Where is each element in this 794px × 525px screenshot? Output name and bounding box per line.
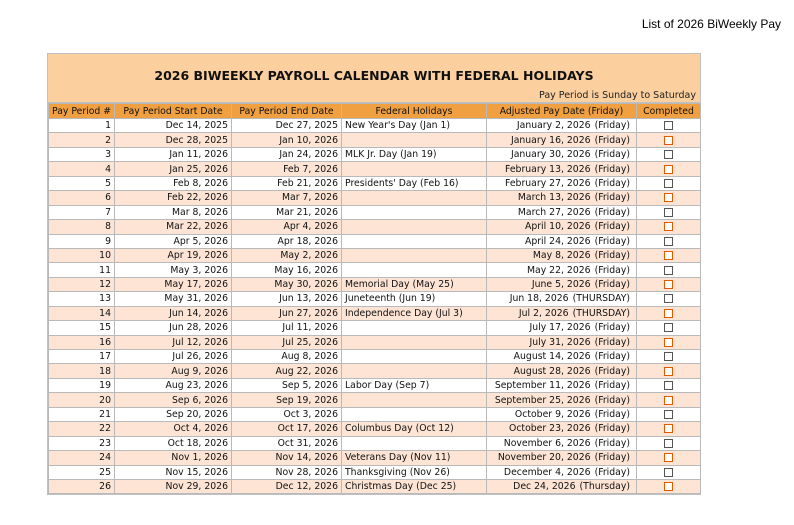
completed-cell [637,162,701,176]
end-date-cell: Sep 5, 2026 [232,378,342,392]
pay-weekday-text: (Friday) [594,264,630,276]
checkbox-icon[interactable] [664,222,673,231]
pay-date-text: May 8, 2026 [532,250,591,262]
table-row [49,234,701,248]
pay-period-cell: 22 [49,422,115,436]
federal-holiday-cell: Memorial Day (May 25) [342,277,487,291]
pay-weekday-text: (Friday) [594,437,630,449]
pay-weekday-text: (THURSDAY) [572,293,630,305]
federal-holiday-cell [342,335,487,349]
pay-period-cell: 15 [49,321,115,335]
checkbox-icon[interactable] [664,150,673,159]
start-date-cell: Jun 28, 2026 [115,321,232,335]
federal-holiday-cell [342,162,487,176]
completed-cell [637,277,701,291]
completed-cell [637,350,701,364]
start-date-cell: Jan 11, 2026 [115,147,232,161]
pay-date-text: September 25, 2026 [494,394,591,406]
pay-weekday-text: (THURSDAY) [572,307,630,319]
pay-period-cell: 25 [49,465,115,479]
pay-period-cell: 6 [49,191,115,205]
pay-period-cell: 13 [49,292,115,306]
federal-holiday-cell [342,191,487,205]
end-date-cell: Oct 3, 2026 [232,407,342,421]
checkbox-icon[interactable] [664,424,673,433]
pay-weekday-text: (Friday) [594,336,630,348]
end-date-cell: Nov 14, 2026 [232,451,342,465]
start-date-cell: Nov 15, 2026 [115,465,232,479]
adjusted-pay-date-cell [487,277,637,291]
pay-period-cell: 1 [49,119,115,133]
completed-cell [637,248,701,262]
federal-holiday-cell [342,263,487,277]
table-row [49,306,701,320]
completed-cell [637,407,701,421]
pay-weekday-text: (Friday) [594,380,630,392]
checkbox-icon[interactable] [664,396,673,405]
pay-date-text: July 17, 2026 [529,322,591,334]
pay-date-text: November 20, 2026 [497,452,591,464]
checkbox-icon[interactable] [664,352,673,361]
adjusted-pay-date-cell [487,119,637,133]
table-row [49,147,701,161]
end-date-cell: May 2, 2026 [232,248,342,262]
completed-cell [637,479,701,493]
table-row [49,465,701,479]
pay-period-cell: 9 [49,234,115,248]
sheet-header [48,54,700,103]
table-row [49,350,701,364]
federal-holiday-cell: Presidents' Day (Feb 16) [342,176,487,190]
start-date-cell: Nov 1, 2026 [115,451,232,465]
pay-weekday-text: (Friday) [594,120,630,132]
federal-holiday-cell [342,350,487,364]
federal-holiday-cell: Independence Day (Jul 3) [342,306,487,320]
end-date-cell: Jul 25, 2026 [232,335,342,349]
checkbox-icon[interactable] [664,482,673,491]
adjusted-pay-date-cell [487,191,637,205]
federal-holiday-cell [342,248,487,262]
pay-weekday-text: (Friday) [594,163,630,175]
pay-date-text: February 27, 2026 [505,177,591,189]
completed-cell [637,176,701,190]
federal-holiday-cell [342,436,487,450]
checkbox-icon[interactable] [664,208,673,217]
end-date-cell: Mar 7, 2026 [232,191,342,205]
adjusted-pay-date-cell [487,335,637,349]
completed-cell [637,292,701,306]
checkbox-icon[interactable] [664,179,673,188]
adjusted-pay-date-cell [487,407,637,421]
federal-holiday-cell [342,393,487,407]
checkbox-icon[interactable] [664,136,673,145]
pay-weekday-text: (Friday) [594,206,630,218]
column-header-start-date: Pay Period Start Date [115,104,232,119]
table-row [49,335,701,349]
federal-holiday-cell [342,407,487,421]
pay-date-text: January 30, 2026 [510,149,591,161]
pay-period-cell: 7 [49,205,115,219]
adjusted-pay-date-cell [487,133,637,147]
end-date-cell: Feb 21, 2026 [232,176,342,190]
pay-weekday-text: (Friday) [594,408,630,420]
pay-date-text: April 24, 2026 [524,235,591,247]
table-row [49,133,701,147]
pay-date-text: September 11, 2026 [494,380,591,392]
pay-period-cell: 20 [49,393,115,407]
end-date-cell: Apr 18, 2026 [232,234,342,248]
pay-period-cell: 11 [49,263,115,277]
federal-holiday-cell [342,205,487,219]
end-date-cell: Jan 10, 2026 [232,133,342,147]
pay-date-text: February 13, 2026 [505,163,591,175]
checkbox-icon[interactable] [664,439,673,448]
pay-period-cell: 5 [49,176,115,190]
table-row [49,191,701,205]
table-row [49,162,701,176]
start-date-cell: Nov 29, 2026 [115,479,232,493]
start-date-cell: Oct 4, 2026 [115,422,232,436]
completed-cell [637,306,701,320]
pay-date-text: March 27, 2026 [517,206,591,218]
start-date-cell: Jul 26, 2026 [115,350,232,364]
pay-period-cell: 10 [49,248,115,262]
federal-holiday-cell: Labor Day (Sep 7) [342,378,487,392]
federal-holiday-cell [342,220,487,234]
adjusted-pay-date-cell [487,220,637,234]
completed-cell [637,133,701,147]
adjusted-pay-date-cell [487,451,637,465]
checkbox-icon[interactable] [664,165,673,174]
end-date-cell: Dec 27, 2025 [232,119,342,133]
table-header-row [49,104,701,119]
checkbox-icon[interactable] [664,294,673,303]
pay-date-text: May 22, 2026 [526,264,591,276]
pay-period-cell: 17 [49,350,115,364]
pay-period-cell: 19 [49,378,115,392]
adjusted-pay-date-cell [487,465,637,479]
federal-holiday-cell: Juneteenth (Jun 19) [342,292,487,306]
adjusted-pay-date-cell [487,436,637,450]
pay-period-cell: 14 [49,306,115,320]
pay-date-text: August 14, 2026 [513,351,591,363]
start-date-cell: Mar 22, 2026 [115,220,232,234]
federal-holiday-cell: Thanksgiving (Nov 26) [342,465,487,479]
adjusted-pay-date-cell [487,292,637,306]
adjusted-pay-date-cell [487,364,637,378]
document-title: List of 2026 BiWeekly Pay [641,17,781,31]
checkbox-icon[interactable] [664,410,673,419]
adjusted-pay-date-cell [487,205,637,219]
end-date-cell: Mar 21, 2026 [232,205,342,219]
end-date-cell: May 16, 2026 [232,263,342,277]
checkbox-icon[interactable] [664,453,673,462]
table-row [49,479,701,493]
completed-cell [637,393,701,407]
pay-date-text: January 16, 2026 [510,134,591,146]
start-date-cell: Jun 14, 2026 [115,306,232,320]
table-row [49,422,701,436]
end-date-cell: Jan 24, 2026 [232,147,342,161]
federal-holiday-cell [342,234,487,248]
adjusted-pay-date-cell [487,147,637,161]
checkbox-icon[interactable] [664,381,673,390]
pay-weekday-text: (Friday) [594,351,630,363]
table-row [49,292,701,306]
start-date-cell: Jan 25, 2026 [115,162,232,176]
pay-weekday-text: (Friday) [594,250,630,262]
table-row [49,176,701,190]
completed-cell [637,147,701,161]
completed-cell [637,364,701,378]
adjusted-pay-date-cell [487,162,637,176]
pay-date-text: Jun 18, 2026 [509,293,569,305]
adjusted-pay-date-cell [487,248,637,262]
sheet-title: 2026 BIWEEKLY PAYROLL CALENDAR WITH FEDERAL HOLIDAYS [154,68,594,83]
column-header-completed: Completed [637,104,701,119]
completed-cell [637,465,701,479]
start-date-cell: Dec 14, 2025 [115,119,232,133]
completed-cell [637,422,701,436]
pay-weekday-text: (Friday) [594,134,630,146]
end-date-cell: Sep 19, 2026 [232,393,342,407]
federal-holiday-cell: New Year's Day (Jan 1) [342,119,487,133]
completed-cell [637,436,701,450]
start-date-cell: Feb 22, 2026 [115,191,232,205]
column-header-adjusted-pay-date: Adjusted Pay Date (Friday) [487,104,637,119]
table-row [49,220,701,234]
pay-period-cell: 18 [49,364,115,378]
start-date-cell: Feb 8, 2026 [115,176,232,190]
start-date-cell: May 3, 2026 [115,263,232,277]
completed-cell [637,378,701,392]
pay-date-text: Dec 24, 2026 [513,481,576,493]
pay-weekday-text: (Friday) [594,423,630,435]
federal-holiday-cell [342,364,487,378]
table-row [49,364,701,378]
end-date-cell: Nov 28, 2026 [232,465,342,479]
table-row [49,436,701,450]
federal-holiday-cell: MLK Jr. Day (Jan 19) [342,147,487,161]
completed-cell [637,263,701,277]
federal-holiday-cell: Columbus Day (Oct 12) [342,422,487,436]
adjusted-pay-date-cell [487,234,637,248]
checkbox-icon[interactable] [664,251,673,260]
adjusted-pay-date-cell [487,422,637,436]
start-date-cell: Jul 12, 2026 [115,335,232,349]
start-date-cell: May 17, 2026 [115,277,232,291]
end-date-cell: Oct 31, 2026 [232,436,342,450]
pay-date-text: July 31, 2026 [529,336,591,348]
pay-weekday-text: (Friday) [594,322,630,334]
end-date-cell: Jun 13, 2026 [232,292,342,306]
pay-period-cell: 23 [49,436,115,450]
pay-date-text: August 28, 2026 [513,365,591,377]
adjusted-pay-date-cell [487,176,637,190]
completed-cell [637,451,701,465]
checkbox-icon[interactable] [664,280,673,289]
pay-weekday-text: (Friday) [594,221,630,233]
adjusted-pay-date-cell [487,393,637,407]
table-row [49,378,701,392]
sheet-subtitle: Pay Period is Sunday to Saturday [539,90,696,101]
table-row [49,248,701,262]
pay-weekday-text: (Friday) [594,192,630,204]
checkbox-icon[interactable] [664,338,673,347]
pay-date-text: December 4, 2026 [503,466,591,478]
table-row [49,407,701,421]
end-date-cell: May 30, 2026 [232,277,342,291]
pay-period-cell: 26 [49,479,115,493]
pay-weekday-text: (Friday) [594,177,630,189]
pay-period-cell: 8 [49,220,115,234]
table-row [49,263,701,277]
start-date-cell: Aug 23, 2026 [115,378,232,392]
completed-cell [637,321,701,335]
pay-weekday-text: (Friday) [594,452,630,464]
start-date-cell: Sep 20, 2026 [115,407,232,421]
start-date-cell: Aug 9, 2026 [115,364,232,378]
adjusted-pay-date-cell [487,378,637,392]
start-date-cell: Mar 8, 2026 [115,205,232,219]
federal-holiday-cell [342,321,487,335]
completed-cell [637,220,701,234]
adjusted-pay-date-cell [487,263,637,277]
checkbox-icon[interactable] [664,367,673,376]
table-row [49,321,701,335]
pay-weekday-text: (Thursday) [579,481,630,493]
start-date-cell: May 31, 2026 [115,292,232,306]
checkbox-icon[interactable] [664,121,673,130]
completed-cell [637,234,701,248]
end-date-cell: Dec 12, 2026 [232,479,342,493]
end-date-cell: Aug 22, 2026 [232,364,342,378]
pay-period-cell: 4 [49,162,115,176]
start-date-cell: Apr 5, 2026 [115,234,232,248]
start-date-cell: Dec 28, 2025 [115,133,232,147]
pay-period-cell: 16 [49,335,115,349]
pay-date-text: October 9, 2026 [514,408,591,420]
pay-weekday-text: (Friday) [594,149,630,161]
adjusted-pay-date-cell [487,321,637,335]
pay-period-cell: 21 [49,407,115,421]
completed-cell [637,119,701,133]
table-row [49,277,701,291]
checkbox-icon[interactable] [664,323,673,332]
pay-date-text: November 6, 2026 [503,437,591,449]
pay-weekday-text: (Friday) [594,279,630,291]
end-date-cell: Oct 17, 2026 [232,422,342,436]
table-row [49,205,701,219]
completed-cell [637,205,701,219]
pay-date-text: April 10, 2026 [524,221,591,233]
end-date-cell: Apr 4, 2026 [232,220,342,234]
pay-weekday-text: (Friday) [594,235,630,247]
checkbox-icon[interactable] [664,193,673,202]
federal-holiday-cell: Christmas Day (Dec 25) [342,479,487,493]
column-header-pay-period: Pay Period # [49,104,115,119]
start-date-cell: Oct 18, 2026 [115,436,232,450]
completed-cell [637,335,701,349]
end-date-cell: Jul 11, 2026 [232,321,342,335]
end-date-cell: Aug 8, 2026 [232,350,342,364]
adjusted-pay-date-cell [487,306,637,320]
pay-date-text: June 5, 2026 [531,279,591,291]
pay-weekday-text: (Friday) [594,394,630,406]
adjusted-pay-date-cell [487,350,637,364]
adjusted-pay-date-cell [487,479,637,493]
pay-date-text: October 23, 2026 [509,423,591,435]
checkbox-icon[interactable] [664,309,673,318]
pay-date-text: March 13, 2026 [517,192,591,204]
pay-period-cell: 2 [49,133,115,147]
table-row [49,393,701,407]
payroll-calendar-sheet [47,53,701,495]
table-row [49,451,701,465]
pay-weekday-text: (Friday) [594,466,630,478]
checkbox-icon[interactable] [664,468,673,477]
column-header-end-date: Pay Period End Date [232,104,342,119]
checkbox-icon[interactable] [664,237,673,246]
start-date-cell: Apr 19, 2026 [115,248,232,262]
pay-period-cell: 12 [49,277,115,291]
end-date-cell: Feb 7, 2026 [232,162,342,176]
pay-period-cell: 3 [49,147,115,161]
table-body [49,119,701,494]
payroll-table [48,103,701,494]
federal-holiday-cell [342,133,487,147]
federal-holiday-cell: Veterans Day (Nov 11) [342,451,487,465]
pay-date-text: January 2, 2026 [516,120,591,132]
checkbox-icon[interactable] [664,266,673,275]
pay-weekday-text: (Friday) [594,365,630,377]
column-header-federal-holidays: Federal Holidays [342,104,487,119]
pay-date-text: Jul 2, 2026 [518,307,569,319]
completed-cell [637,191,701,205]
table-row [49,119,701,133]
pay-period-cell: 24 [49,451,115,465]
start-date-cell: Sep 6, 2026 [115,393,232,407]
end-date-cell: Jun 27, 2026 [232,306,342,320]
